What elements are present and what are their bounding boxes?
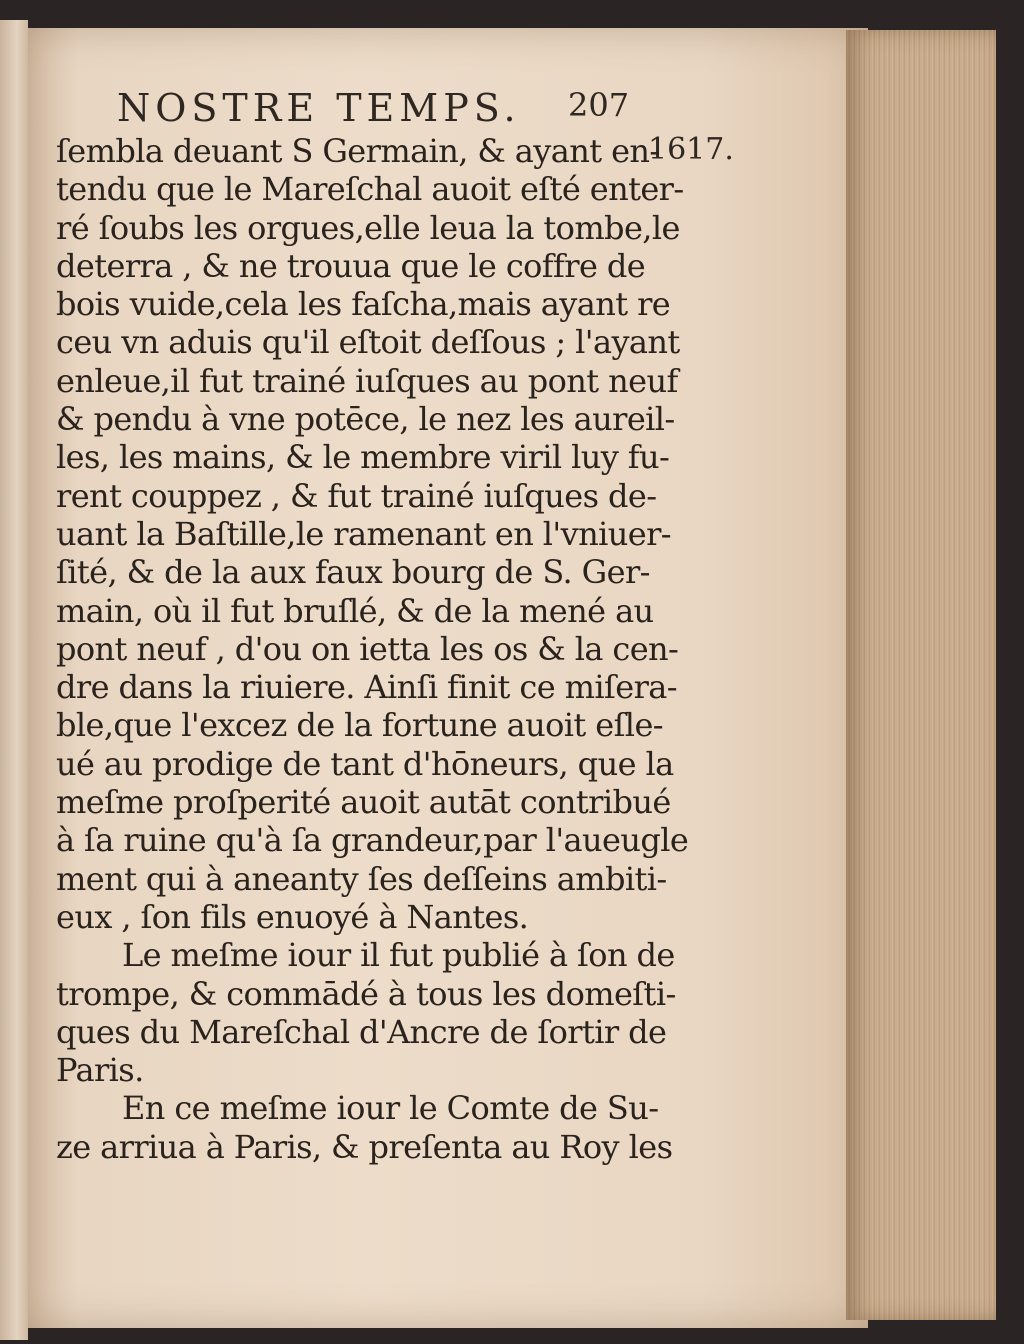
paragraph-start-line: Le meſme iour il fut publié à ſon de: [122, 936, 675, 975]
text-line: ble,que l'excez de la fortune auoit eſle-: [56, 706, 663, 745]
text-line: ceu vn aduis qu'il eſtoit deſſous ; l'ayant: [56, 323, 680, 362]
text-line: tendu que le Mareſchal auoit eſté enter-: [56, 170, 684, 209]
running-head: NOSTRE TEMPS.: [117, 86, 521, 130]
text-line: rent couppez , & fut trainé iuſques de-: [56, 476, 657, 515]
page-number: 207: [568, 86, 630, 124]
text-line: main, où il fut bruſlé, & de la mené au: [56, 591, 654, 630]
text-line: dre dans la riuiere. Ainſi finit ce miſera-: [56, 668, 677, 707]
body-text: [56, 132, 689, 1166]
paragraph-start-line: En ce meſme iour le Comte de Su-: [122, 1089, 659, 1128]
text-line: pont neuf , d'ou on ietta les os & la cen-: [56, 629, 679, 668]
text-line: ué au prodige de tant d'hōneurs, que la: [56, 744, 674, 783]
page-fore-edge: [846, 30, 996, 1320]
text-line: les, les mains, & le membre viril luy fu-: [56, 438, 670, 477]
text-line: deterra , & ne trouua que le coffre de: [56, 246, 646, 285]
text-line: ze arriua à Paris, & preſenta au Roy les: [56, 1127, 673, 1166]
text-line: ré ſoubs les orgues,elle leua la tombe,le: [56, 208, 680, 247]
text-line: & pendu à vne potēce, le nez les aureil-: [56, 400, 675, 439]
text-line: bois vuide,cela les faſcha,mais ayant re: [56, 285, 671, 324]
text-line: Paris.: [56, 1051, 144, 1090]
text-line: trompe, & commādé à tous les domeſti-: [56, 974, 676, 1013]
text-line: uant la Baſtille,le ramenant en l'vniuer-: [56, 514, 671, 553]
text-line: ſité, & de la aux faux bourg de S. Ger-: [56, 553, 650, 592]
text-line: ques du Mareſchal d'Ancre de ſortir de: [56, 1012, 667, 1051]
text-line: à ſa ruine qu'à ſa grandeur,par l'aueugle: [56, 821, 689, 860]
text-line: eux , ſon fils enuoyé à Nantes.: [56, 897, 529, 936]
left-page-edge: [0, 20, 28, 1340]
text-line: ment qui à aneanty ſes deſſeins ambiti-: [56, 859, 667, 898]
text-line: meſme proſperité auoit autāt contribué: [56, 783, 671, 822]
margin-year-note: 1617.: [648, 132, 734, 167]
text-line: ſembla deuant S Germain, & ayant en-: [56, 132, 660, 170]
text-line: enleue,il fut trainé iuſques au pont neuf: [56, 361, 678, 400]
